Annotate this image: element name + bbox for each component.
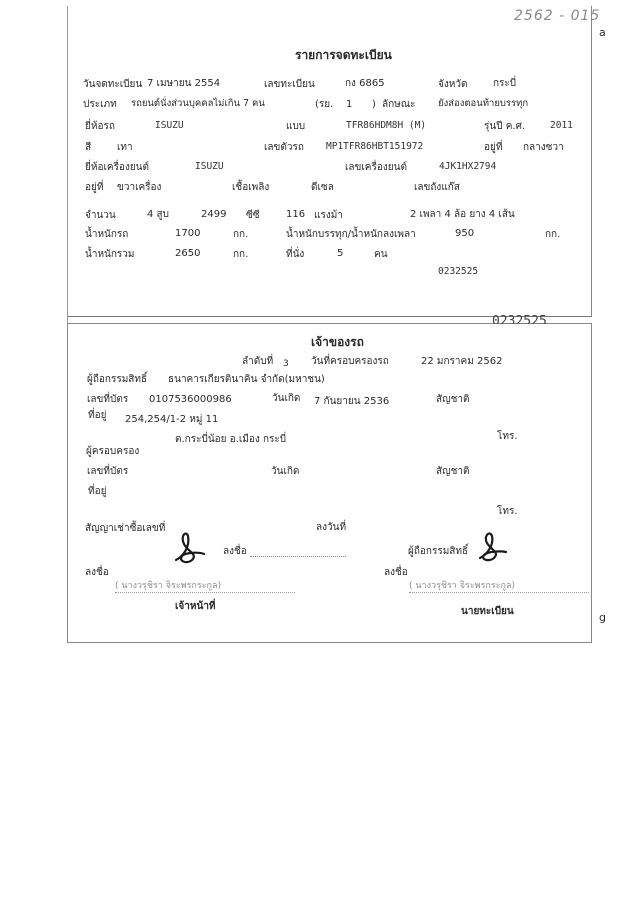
- id-number: 0107536000986: [149, 394, 232, 405]
- order-label: ลำดับที่: [242, 356, 274, 367]
- officer-title: เจ้าหน้าที่: [175, 601, 216, 612]
- code-suffix: ): [372, 99, 376, 110]
- gross-weight: 2650: [175, 248, 201, 259]
- year: 2011: [550, 120, 573, 131]
- model-label: แบบ: [286, 121, 306, 132]
- officer-sign-label: ลงชื่อ: [223, 546, 247, 557]
- possessor-id-label: เลขที่บัตร: [87, 466, 129, 477]
- weight-label: น้ำหนักรถ: [85, 229, 129, 240]
- owner-name: ธนาคารเกียรตินาคิน จำกัด(มหาชน): [168, 374, 325, 385]
- corner-mark-bottom: g: [599, 611, 606, 624]
- province: กระบี่: [493, 78, 517, 89]
- plate: กง 6865: [345, 78, 385, 89]
- vehicle-type: รถยนต์นั่งส่วนบุคคลไม่เกิน 7 คน: [131, 98, 265, 109]
- doc-number: 2562 - 015: [514, 8, 601, 24]
- gross-weight-unit: กก.: [233, 249, 249, 260]
- axles-wheels: 2 เพลา 4 ล้อ ยาง 4 เส้น: [410, 209, 515, 220]
- owner-frame: [67, 323, 592, 643]
- color: เทา: [117, 142, 133, 153]
- possess-date: 22 มกราคม 2562: [421, 356, 503, 367]
- birth-date: 7 กันยายน 2536: [314, 396, 390, 407]
- nationality-label: สัญชาติ: [436, 394, 470, 405]
- lease-date-label: ลงวันที่: [316, 522, 347, 533]
- model: TFR86HDM8H (M): [346, 120, 427, 131]
- chassis-label: เลขตัวรถ: [264, 142, 304, 153]
- horsepower-label: แรงม้า: [314, 210, 343, 221]
- engine-number: 4JK1HX2794: [439, 161, 497, 172]
- cc-label: ซีซี: [246, 210, 260, 221]
- chassis-number: MP1TFR86HBT151972: [326, 141, 424, 152]
- load-label: น้ำหนักบรรทุก/น้ำหนักลงเพลา: [286, 229, 416, 240]
- registrar-name-line: [409, 592, 589, 593]
- seats: 5: [337, 248, 344, 259]
- registrar-title: นายทะเบียน: [461, 606, 514, 617]
- year-label: รุ่นปี ค.ศ.: [484, 121, 526, 132]
- gross-weight-label: น้ำหนักรวม: [85, 249, 135, 260]
- lease-label: สัญญาเช่าซื้อเลขที่: [85, 523, 166, 534]
- address-label: ที่อยู่: [88, 410, 107, 421]
- officer-name-line: [115, 592, 295, 593]
- count-label: จำนวน: [85, 210, 116, 221]
- registrar-name: ( นางวรุชิรา จิระพรกระกูล): [409, 581, 516, 591]
- plate-label: เลขทะเบียน: [264, 79, 315, 90]
- address-line1: 254,254/1-2 หมู่ 11: [125, 414, 219, 425]
- corner-mark-top: a: [599, 26, 606, 39]
- seats-label: ที่นั่ง: [286, 249, 305, 260]
- weight-unit: กก.: [233, 229, 249, 240]
- order: 3: [283, 359, 289, 369]
- chassis-at: กลางซวา: [523, 142, 564, 153]
- possessor-address-label: ที่อยู่: [88, 486, 107, 497]
- serial-partial-wrap: [486, 312, 586, 324]
- possess-date-label: วันที่ครอบครองรถ: [311, 356, 389, 367]
- seats-unit: คน: [374, 249, 388, 260]
- engine-brand-label: ยี่ห้อเครื่องยนต์: [85, 162, 150, 173]
- serial-number: 0232525: [438, 266, 479, 277]
- possessor-phone-label: โทร.: [497, 506, 518, 517]
- brand-label: ยี่ห้อรถ: [85, 121, 115, 132]
- engine-at: ขวาเครื่อง: [117, 182, 162, 193]
- owner-title: เจ้าของรถ: [311, 335, 364, 349]
- owner-label: ผู้ถือกรรมสิทธิ์: [87, 374, 148, 385]
- type-label: ประเภท: [83, 99, 117, 110]
- fuel-label: เชื้อเพลิง: [232, 182, 270, 193]
- reg-date-label: วันจดทะเบียน: [83, 79, 143, 90]
- possessor-nationality-label: สัญชาติ: [436, 466, 470, 477]
- possessor-birth-label: วันเกิด: [271, 466, 300, 477]
- officer-signature: [170, 530, 210, 566]
- fuel: ดีเซล: [311, 182, 334, 193]
- vehicle-style: ยังส่องตอนท้ายบรรทุก: [438, 98, 529, 109]
- cylinders: 4 สูบ: [147, 209, 169, 220]
- code-prefix: (รย.: [315, 99, 334, 110]
- color-label: สี: [85, 142, 92, 153]
- load-unit: กก.: [545, 229, 561, 240]
- engine-number-label: เลขเครื่องยนต์: [345, 162, 407, 173]
- gas-tank-label: เลขถังแก๊ส: [414, 182, 460, 193]
- brand: ISUZU: [155, 120, 184, 131]
- code: 1: [346, 99, 353, 110]
- reg-date: 7 เมษายน 2554: [147, 78, 221, 89]
- cc: 2499: [201, 209, 227, 220]
- owner-signature: [474, 530, 510, 564]
- id-label: เลขที่บัตร: [87, 394, 129, 405]
- serial-partial: 0232525: [492, 314, 547, 324]
- engine-brand: ISUZU: [195, 161, 224, 172]
- style-label: ลักษณะ: [382, 99, 416, 110]
- officer-sign-line: [250, 556, 346, 557]
- load: 950: [455, 228, 475, 239]
- phone-label: โทร.: [497, 431, 518, 442]
- chassis-at-label: อยู่ที่: [484, 142, 503, 153]
- officer-sign-label-2: ลงชื่อ: [85, 567, 109, 578]
- birth-label: วันเกิด: [272, 393, 301, 404]
- engine-at-label: อยู่ที่: [85, 182, 104, 193]
- possessor-label: ผู้ครอบครอง: [86, 446, 140, 457]
- registrar-sign-label: ลงชื่อ: [384, 567, 408, 578]
- registration-title: รายการจดทะเบียน: [295, 48, 392, 62]
- address-line2: ต.กระบี่น้อย อ.เมือง กระบี่: [175, 434, 287, 445]
- weight: 1700: [175, 228, 201, 239]
- officer-name: ( นางวรุชิรา จิระพรกระกูล): [115, 581, 222, 591]
- horsepower: 116: [286, 209, 306, 220]
- province-label: จังหวัด: [438, 79, 468, 90]
- owner-sign-label: ผู้ถือกรรมสิทธิ์: [408, 546, 469, 557]
